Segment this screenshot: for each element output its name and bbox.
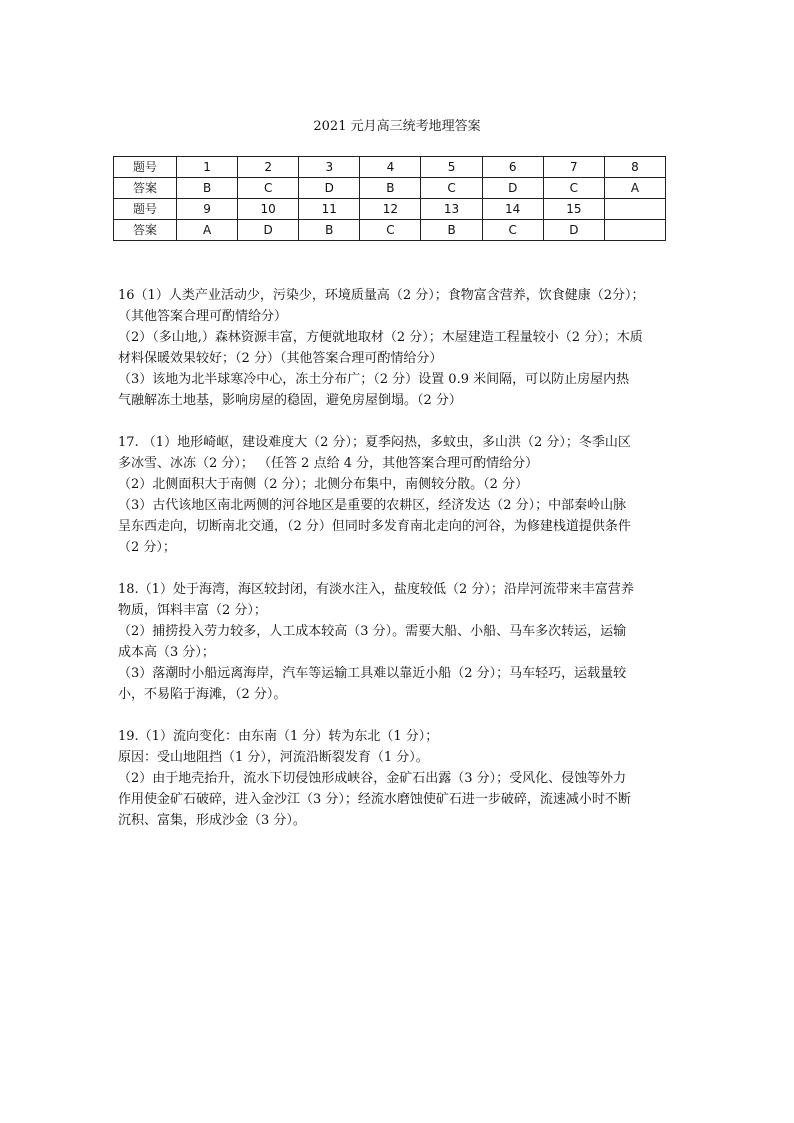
answer-table-cell: A xyxy=(604,178,665,199)
answer-table-cell: 13 xyxy=(421,199,482,220)
answer-table-cell: 11 xyxy=(299,199,360,220)
answer-text-line: （2）由于地壳抬升，流水下切侵蚀形成峡谷，金矿石出露（3 分）；受风化、侵蚀等外力 xyxy=(118,771,627,786)
answer-table-cell: D xyxy=(482,178,543,199)
answer-table-row xyxy=(114,199,666,220)
answer-text-line: 19.（1）流向变化：由东南（1 分）转为东北（1 分）； xyxy=(118,729,439,744)
answer-table-cell: 14 xyxy=(482,199,543,220)
answer-text-line: （2）北侧面积大于南侧（2 分）；北侧分布集中，南侧较分散。（2 分） xyxy=(118,477,529,492)
answer-text-line: （3）古代该地区南北两侧的河谷地区是重要的农耕区，经济发达（2 分）；中部秦岭山脉 xyxy=(118,498,627,513)
answer-table-cell: 7 xyxy=(543,157,604,178)
answer-table-cell: 6 xyxy=(482,157,543,178)
answer-table-cell: C xyxy=(360,220,421,241)
answer-text-line: （2 分）； xyxy=(118,540,176,555)
answer-table-cell: 10 xyxy=(238,199,299,220)
answer-table-cell: 1 xyxy=(177,157,238,178)
question-block xyxy=(118,579,688,705)
answer-text-line: 沉积、富集，形成沙金（3 分）。 xyxy=(118,813,306,828)
answer-text-line: 物质，饵料丰富（2 分）； xyxy=(118,603,267,618)
answer-table-cell: D xyxy=(238,220,299,241)
answer-table-row xyxy=(114,178,666,199)
answer-table-cell: B xyxy=(421,220,482,241)
answer-table-row-label: 答案 xyxy=(114,178,177,199)
answer-text-line: 呈东西走向，切断南北交通，（2 分）但同时多发育南北走向的河谷，为修建栈道提供条件 xyxy=(118,519,631,534)
answer-text-line: 16（1）人类产业活动少，污染少，环境质量高（2 分）；食物富含营养，饮食健康（2分）； xyxy=(118,288,645,303)
answer-table-cell: B xyxy=(299,220,360,241)
answer-table-row xyxy=(114,157,666,178)
document-title: 2021 元月高三统考地理答案 xyxy=(313,119,481,134)
answer-text-line: 作用使金矿石破碎，进入金沙江（3 分）；经流水磨蚀使矿石进一步破碎，流速减小时不断 xyxy=(118,792,631,807)
answer-table-cell: B xyxy=(177,178,238,199)
answer-text-line: 17. （1）地形崎岖，建设难度大（2 分）；夏季闷热，多蚊虫，多山洪（2 分）；冬季山区 xyxy=(118,435,631,450)
question-block xyxy=(118,432,688,558)
answer-text-line: 小，不易陷于海滩，（2 分）。 xyxy=(118,687,287,702)
answer-table-row xyxy=(114,220,666,241)
answer-table-row-label: 答案 xyxy=(114,220,177,241)
answer-text-line: 材料保暖效果较好；（2 分）（其他答案合理可酌情给分） xyxy=(118,351,443,366)
answer-table-cell: C xyxy=(543,178,604,199)
answer-table-cell: C xyxy=(482,220,543,241)
answer-text-line: （2）捕捞投入劳力较多，人工成本较高（3 分）。需要大船、小船、马车多次转运，运输 xyxy=(118,624,627,639)
answer-text-line: 原因：受山地阻挡（1 分），河流沿断裂发育（1 分）。 xyxy=(118,750,429,765)
answer-text-line: 18.（1）处于海湾，海区较封闭，有淡水注入，盐度较低（2 分）；沿岸河流带来丰富营养 xyxy=(118,582,634,597)
answer-table-cell: 15 xyxy=(543,199,604,220)
answer-table-cell: 3 xyxy=(299,157,360,178)
answer-table-cell: C xyxy=(421,178,482,199)
answer-text-line: 多冰雪、冰冻（2 分）； （任答 2 点给 4 分，其他答案合理可酌情给分） xyxy=(118,456,539,471)
answer-table-cell: A xyxy=(177,220,238,241)
answer-text-line: （3）该地为北半球寒冷中心，冻土分布广；（2 分）设置 0.9 米间隔，可以防止房屋内热 xyxy=(118,372,630,387)
answer-table-row-label: 题号 xyxy=(114,157,177,178)
answer-table-cell: D xyxy=(299,178,360,199)
answer-table-cell: C xyxy=(238,178,299,199)
answer-table xyxy=(113,156,666,241)
answer-table-cell: 2 xyxy=(238,157,299,178)
question-block xyxy=(118,726,688,831)
answer-table-cell: 9 xyxy=(177,199,238,220)
answer-text-line: （2）（多山地,）森林资源丰富，方便就地取材（2 分）；木屋建造工程量较小（2 分）；木质 xyxy=(118,330,643,345)
answer-table-row-label: 题号 xyxy=(114,199,177,220)
answer-table-cell: D xyxy=(543,220,604,241)
answer-table-cell xyxy=(604,199,665,220)
answer-text-line: （其他答案合理可酌情给分） xyxy=(118,309,288,324)
answer-table-cell: 4 xyxy=(360,157,421,178)
answer-table-cell: 5 xyxy=(421,157,482,178)
answer-table-cell: 8 xyxy=(604,157,665,178)
answer-text-line: （3）落潮时小船远离海岸，汽车等运输工具难以靠近小船（2 分）；马车轻巧，运载量较 xyxy=(118,666,627,681)
answer-table-cell: B xyxy=(360,178,421,199)
answer-table-cell: 12 xyxy=(360,199,421,220)
answer-table-cell xyxy=(604,220,665,241)
answer-text-line: 气融解冻土地基，影响房屋的稳固，避免房屋倒塌。（2 分） xyxy=(118,393,462,408)
question-block xyxy=(118,285,688,411)
answer-text-line: 成本高（3 分）； xyxy=(118,645,215,660)
answer-explanations xyxy=(118,285,688,852)
